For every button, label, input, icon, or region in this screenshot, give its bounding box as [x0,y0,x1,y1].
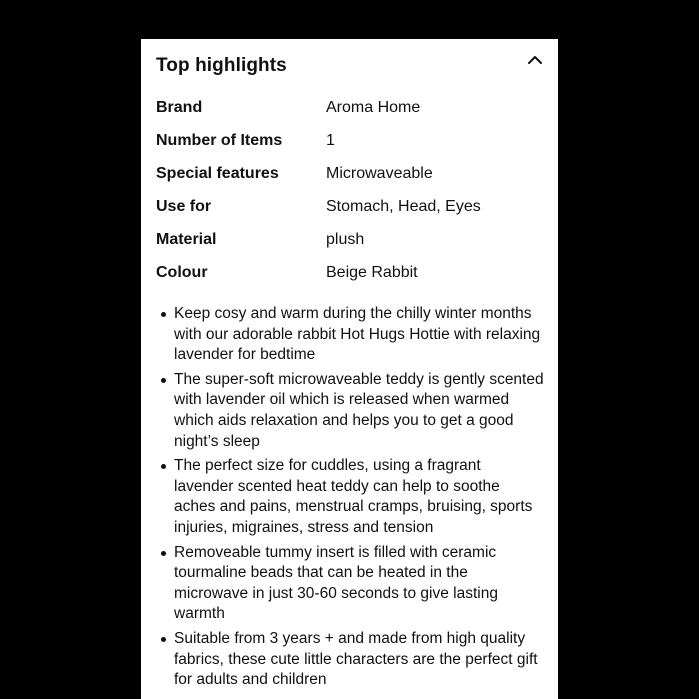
attribute-row-brand [156,94,544,127]
feature-bullet-text: Keep cosy and warm during the chilly winter months with our adorable rabbit Hot Hugs Hottie with relaxing lavender for bedtime [174,305,541,364]
attribute-key: Material [156,231,217,248]
feature-bullet [156,543,544,625]
feature-bullet-text: Suitable from 3 years + and made from high quality fabrics, these cute little characters are the perfect gift for adults and children [174,629,538,689]
feature-bullet [156,629,544,691]
chevron-up-icon[interactable] [526,51,544,69]
attribute-value: Beige Rabbit [326,264,418,281]
attribute-key: Number of Items [156,132,283,149]
attribute-row-number-of-items [156,127,544,160]
attribute-value: Stomach, Head, Eyes [326,198,481,215]
attribute-value: Microwaveable [326,165,433,182]
attribute-row-colour [156,259,544,292]
top-highlights-panel [141,39,558,699]
bullet-dot-icon [161,378,166,383]
attribute-value: 1 [326,132,335,149]
bullet-dot-icon [161,312,166,317]
attribute-key: Use for [156,198,212,215]
feature-bullet [156,370,544,452]
attribute-key: Special features [156,165,279,182]
attribute-row-use-for [156,193,544,226]
feature-bullet-list [156,304,544,691]
attribute-key: Brand [156,99,203,116]
attribute-table [156,94,544,292]
attribute-value: Aroma Home [326,99,421,116]
feature-bullet-text: The super-soft microwaveable teddy is gently scented with lavender oil which is released when warmed which aids relaxation and helps you to get a good night’s sleep [174,370,544,450]
attribute-value: plush [326,231,365,248]
section-header[interactable] [156,39,544,91]
attribute-row-material [156,226,544,259]
bullet-dot-icon [161,464,166,469]
attribute-key: Colour [156,264,208,281]
feature-bullet-text: The perfect size for cuddles, using a fragrant lavender scented heat teddy can help to soothe aches and pains, menstrual cramps, bruising, sports injuries, migraines, stress and tension [174,457,533,536]
bullet-dot-icon [161,551,166,556]
feature-bullet-text: Removeable tummy insert is filled with ceramic tourmaline beads that can be heated in the microwave in just 30-60 seconds to give lasting warmth [174,543,498,623]
attribute-row-special-features [156,160,544,193]
feature-bullet [156,304,544,366]
section-title: Top highlights [156,55,287,76]
feature-bullet [156,456,544,538]
bullet-dot-icon [161,637,166,642]
